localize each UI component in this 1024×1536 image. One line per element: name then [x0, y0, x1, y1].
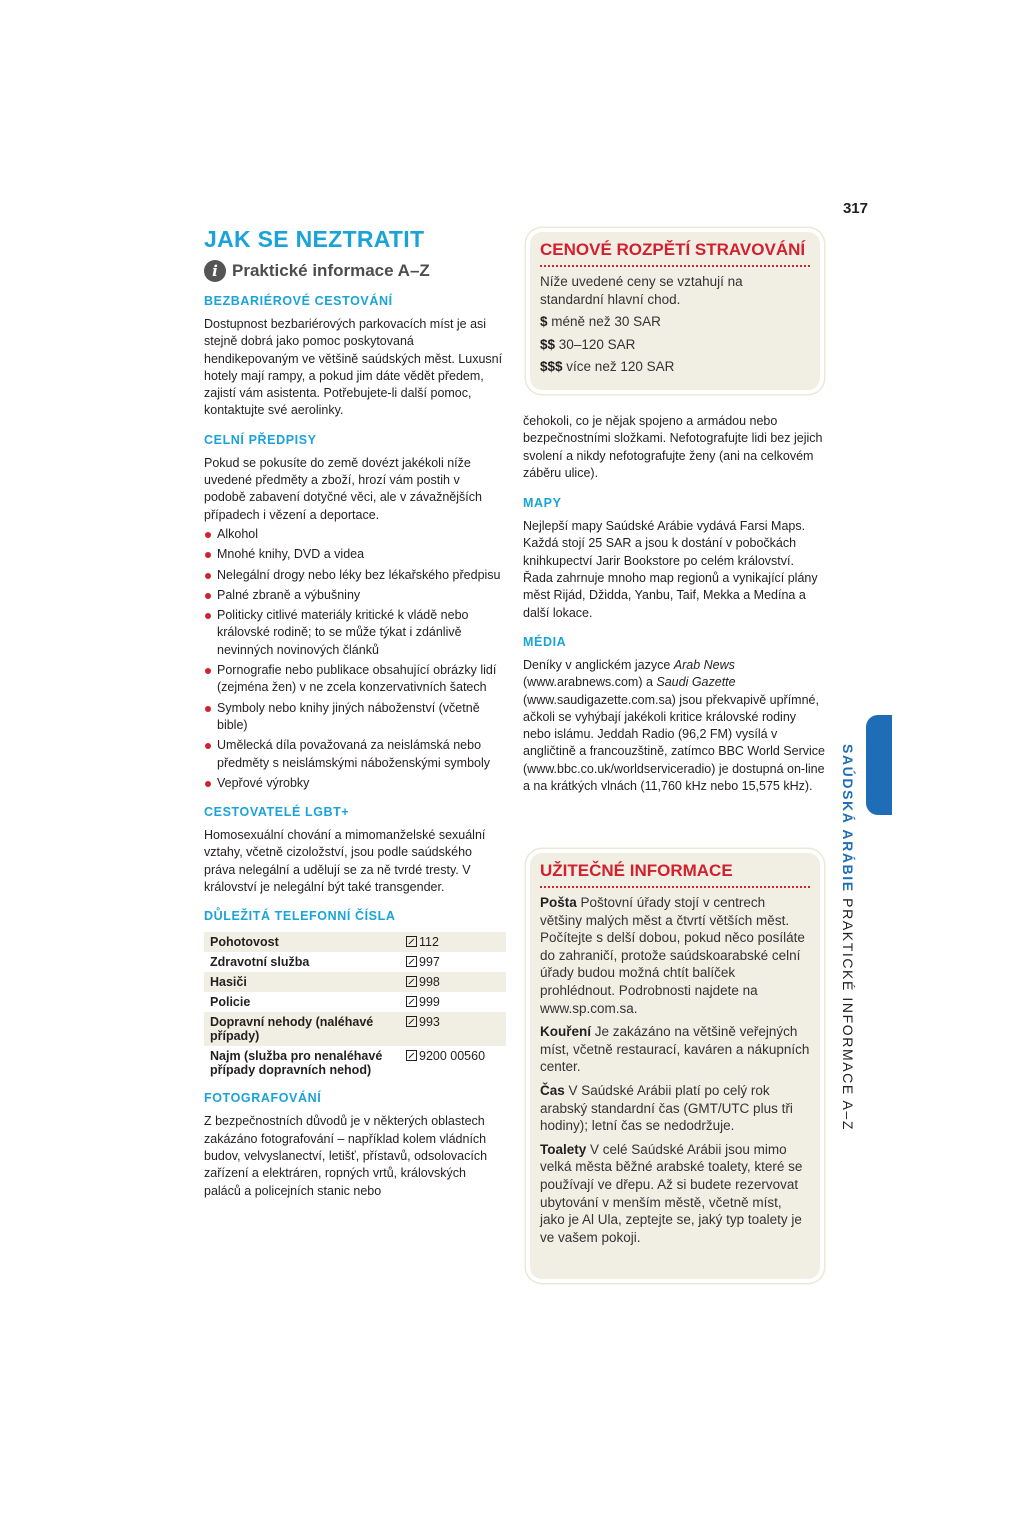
- info-term: Čas: [540, 1082, 565, 1098]
- phone-number: 112: [419, 935, 439, 950]
- newspaper-title: Saudi Gazette: [656, 675, 736, 690]
- heading-photography: FOTOGRAFOVÁNÍ: [204, 1091, 322, 1106]
- heading-maps: MAPY: [523, 496, 562, 511]
- price-box-title: CENOVÉ ROZPĚTÍ STRAVOVÁNÍ: [540, 240, 810, 267]
- accessible-travel-text: Dostupnost bezbariérových parkovacích míst je asi stejně dobrá jako pomoc poskytovaná hendikepovaným ve většině saúdských měst. Luxusní hotely mají rampy, a pokud jim dáte vědět předem, zajistí vám asistenta. Potřebujete-li další pomoc, kontaktujte své aerolinky.: [204, 317, 503, 418]
- maps-text: Nejlepší mapy Saúdské Arábie vydává Farsi Maps. Každá stojí 25 SAR a jsou k dostání v pobočkách knihkupectví Jarir Bookstore po celém království. Řada zahrnuje mnoho map regionů a vynikající plány měst Rijád, Džidda, Yanbu, Taif, Mekka a Medína a další lokace.: [523, 519, 818, 620]
- phone-icon: [406, 1016, 417, 1027]
- table-row: [204, 952, 506, 972]
- page-number: 317: [842, 200, 868, 217]
- phone-label: Policie: [204, 992, 400, 1012]
- phone-table: [204, 932, 506, 1080]
- lgbt-text: Homosexuální chování a mimomanželské sexuální vztahy, včetně cizoložství, jsou podle saúdského práva nelegální a udělují se za ně tvrdé tresty. V království je nelegální být také transgender.: [204, 828, 486, 895]
- price-text: více než 120 SAR: [566, 359, 675, 375]
- phone-number: 999: [419, 995, 440, 1010]
- phone-number: 9200 00560: [419, 1049, 486, 1064]
- customs-intro: Pokud se pokusíte do země dovézt jakékoli níže uvedené předměty a zboží, hrozí vám postih v podobě zabavení dotyčné věci, ale v závažnějších případech i vězení a deportace.: [204, 455, 482, 522]
- photography-text: Z bezpečnostních důvodů je v některých oblastech zakázáno fotografování – například kolem vládních budov, velvyslanectví, letišť, přístavů, odsolovacích zařízení a elektráren, ropných vrtů, královských paláců a policejních stanic nebo: [204, 1114, 488, 1198]
- heading-customs: CELNÍ PŘEDPISY: [204, 432, 317, 447]
- table-row: [204, 992, 506, 1012]
- info-term: Toalety: [540, 1141, 587, 1157]
- phone-number: 997: [419, 955, 440, 970]
- list-item: Palné zbraně a výbušniny: [204, 587, 504, 604]
- left-column: [204, 226, 504, 1200]
- media-text: Deníky v anglickém jazyce Arab News (www.arabnews.com) a Saudi Gazette (www.saudigazette.com.sa) jsou překvapivě upřímné, ačkoli se vyhýbají jakékoli kritice královské rodiny nebo islámu. Jeddah Radio (96,2 FM) vysílá v angličtině a francouzštině, zatímco BBC World Service (www.bbc.co.uk/worldserviceradio) je dostupná on-line a na krátkých vlnách (11,760 kHz nebo 15,575 kHz).: [523, 657, 825, 794]
- useful-box-title: UŽITEČNÉ INFORMACE: [540, 861, 810, 888]
- side-chapter-label: [838, 744, 858, 1424]
- list-item: Alkohol: [204, 526, 504, 543]
- phone-number: 998: [419, 975, 440, 990]
- list-item: Mnohé knihy, DVD a videa: [204, 546, 504, 563]
- heading-lgbt: CESTOVATELÉ LGBT+: [204, 805, 350, 820]
- price-range-box: [530, 232, 820, 390]
- side-label-country: SAÚDSKÁ ARÁBIE: [840, 744, 856, 893]
- price-item: [540, 358, 810, 376]
- info-entry: Kouření Je zakázáno na většině veřejných míst, včetně restaurací, kaváren a nákupních center.: [540, 1024, 810, 1075]
- photography-continued: čehokoli, co je nějak spojeno a armádou nebo bezpečnostními složkami. Nefotografujte lidi bez jejich svolení a nikdy nefotografujte ženy (ani na celkovém záběru ulice).: [523, 414, 823, 480]
- phone-icon: [406, 936, 417, 947]
- list-item: Vepřové výrobky: [204, 775, 504, 792]
- list-item: Politicky citlivé materiály kritické k vládě nebo královské rodině; to se může týkat i zdánlivě nevinných novinových článků: [204, 607, 504, 659]
- list-item: Symboly nebo knihy jiných náboženství (včetně bible): [204, 700, 504, 735]
- price-symbol: $$$: [540, 359, 563, 375]
- info-entry: Pošta Poštovní úřady stojí v centrech většiny malých měst a čtvrtí větších měst. Počítejte s delší dobou, pokud něco posíláte do zahraničí, protože saúdskoarabské celní úřady budou možná chtít balíček prohlédnout. Podrobnosti najdete na www.sp.com.sa.: [540, 895, 805, 1016]
- customs-list: [204, 526, 504, 792]
- info-icon: i: [204, 260, 226, 282]
- list-item: Pornografie nebo publikace obsahující obrázky lidí (zejména žen) v ne zcela konzervativních šatech: [204, 662, 504, 697]
- phone-label: Najm (služba pro nenaléhavé případy dopravních nehod): [204, 1046, 400, 1080]
- list-item: Nelegální drogy nebo léky bez lékařského předpisu: [204, 567, 504, 584]
- right-column: [523, 413, 825, 795]
- phone-label: Zdravotní služba: [204, 952, 400, 972]
- list-item: Umělecká díla považovaná za neislámská nebo předměty s neislámskými náboženskými symboly: [204, 737, 504, 772]
- table-row: [204, 1046, 506, 1080]
- price-box-intro: Níže uvedené ceny se vztahují na standardní hlavní chod.: [540, 274, 743, 307]
- chapter-tab: [866, 715, 892, 815]
- page-title: JAK SE NEZTRATIT: [204, 226, 425, 252]
- price-text: 30–120 SAR: [558, 336, 636, 352]
- info-entry: Čas V Saúdské Arábii platí po celý rok arabský standardní čas (GMT/UTC plus tři hodiny); letní čas se nedodržuje.: [540, 1082, 793, 1134]
- phone-label: Hasiči: [204, 972, 400, 992]
- phone-icon: [406, 956, 417, 967]
- phone-label: Pohotovost: [204, 932, 400, 952]
- phone-icon: [406, 996, 417, 1007]
- phone-icon: [406, 1050, 417, 1061]
- table-row: [204, 932, 506, 952]
- price-text: méně než 30 SAR: [551, 314, 661, 330]
- phone-icon: [406, 976, 417, 987]
- phone-label: Dopravní nehody (naléhavé případy): [204, 1012, 400, 1046]
- heading-media: MÉDIA: [523, 634, 567, 649]
- heading-phone-numbers: DŮLEŽITÁ TELEFONNÍ ČÍSLA: [204, 909, 396, 924]
- table-row: [204, 972, 506, 992]
- newspaper-title: Arab News: [673, 657, 735, 672]
- info-term: Pošta: [540, 895, 577, 910]
- price-symbol: $$: [540, 336, 556, 352]
- side-label-section: PRAKTICKÉ INFORMACE A–Z: [840, 898, 856, 1132]
- price-item: [540, 313, 810, 331]
- info-entry: Toalety V celé Saúdské Arábii jsou mimo velká města běžné arabské toalety, které se používají ve dřepu. Až si budete rezervovat ubytování v menším městě, včetně míst, jako je Al Ula, zeptejte se, jaký typ toalety je ve vašem pokoji.: [540, 1141, 803, 1245]
- subtitle-text: Praktické informace A–Z: [232, 261, 430, 280]
- useful-info-box: [530, 853, 820, 1279]
- price-symbol: $: [540, 314, 548, 330]
- phone-number: 993: [419, 1015, 440, 1030]
- table-row: [204, 1012, 506, 1046]
- info-term: Kouření: [540, 1024, 592, 1040]
- section-subtitle: [204, 260, 504, 282]
- price-item: [540, 336, 810, 354]
- heading-accessible-travel: BEZBARIÉROVÉ CESTOVÁNÍ: [204, 294, 393, 308]
